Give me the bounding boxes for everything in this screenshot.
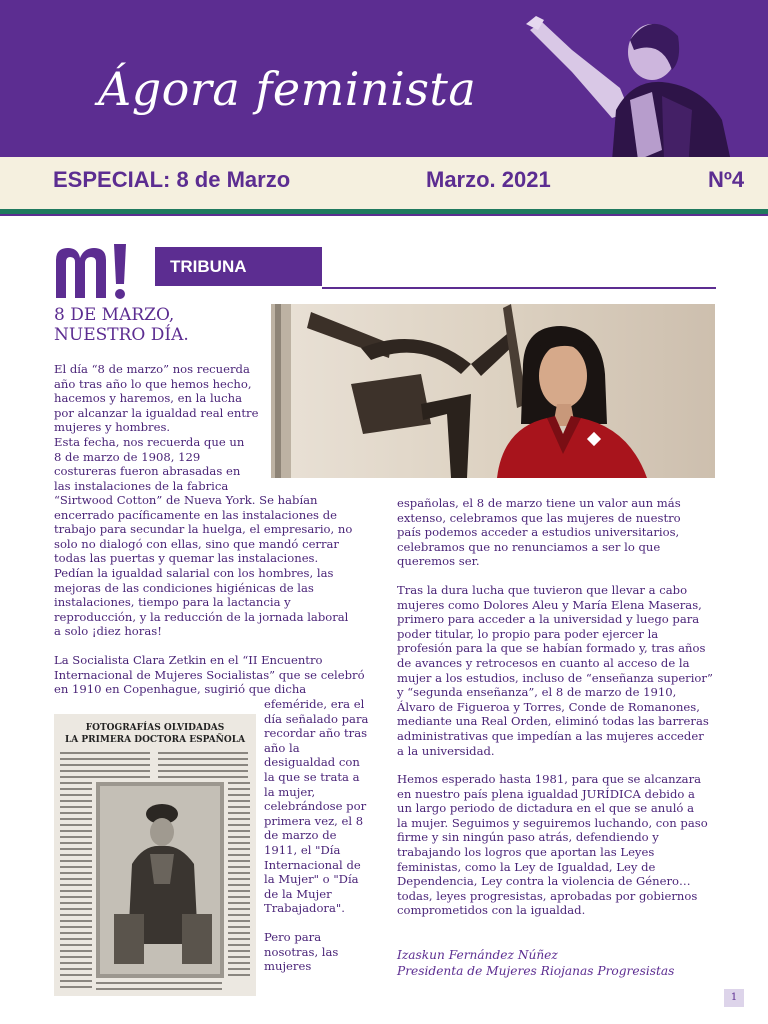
text-line: encerrado pacíficamente en las instalaciones de — [54, 507, 337, 522]
text-line: mujeres como Dolores Aleu y María Elena Maseras, — [397, 597, 702, 612]
author-signature — [397, 948, 674, 979]
text-line: mediante una Real Orden, eliminó todas las barreras — [397, 714, 709, 729]
text-line: 8 de marzo de 1908, 129 — [54, 449, 201, 464]
text-line: españolas, el 8 de marzo tiene un valor aun más — [397, 496, 681, 510]
text-line: celebramos que no renunciamos a ser lo que — [397, 539, 661, 554]
text-line: por alcanzar la igualdad real entre — [54, 405, 259, 420]
text-line: primero para acceder a la universidad y luego para — [397, 612, 700, 627]
text-line: nosotras, las — [264, 944, 339, 959]
text-line: todas las puertas y quemar las instalaciones. — [54, 551, 319, 566]
text-line: mejoras de las condiciones higiénicas de las — [54, 580, 314, 595]
author-photo — [271, 304, 715, 478]
clipping-title-2: LA PRIMERA DOCTORA ESPAÑOLA — [64, 735, 246, 745]
text-line: comprometidos con la igualdad. — [397, 903, 586, 918]
text-line: instalaciones, tiempo para la lactancia y — [54, 595, 291, 610]
text-line: la Mujer" o "Día — [264, 872, 359, 887]
issue-number: Nº4 — [708, 167, 745, 192]
author-role: Presidenta de Mujeres Riojanas Progresistas — [397, 963, 675, 978]
text-line: El día “8 de marzo” nos recuerda — [54, 362, 250, 376]
text-line: Pero para — [264, 929, 322, 944]
text-line: en 1910 en Copenhague, sugirió que dicha — [54, 682, 307, 697]
article-text-history — [54, 493, 376, 697]
text-line: extenso, celebramos que las mujeres de nuestro — [397, 510, 681, 525]
text-line: reproducción, y la reducción de la jornada laboral — [54, 609, 349, 624]
text-line: “Sirtwood Cotton” de Nueva York. Se habían — [54, 493, 318, 507]
text-line: desigualdad con — [264, 755, 360, 770]
text-line: en nuestro país plena igualdad JURÍDICA debido a — [397, 786, 695, 801]
text-line: de la Mujer — [264, 886, 332, 901]
text-line: mujeres y hombres. — [54, 420, 171, 435]
text-line: Internacional de — [264, 857, 361, 872]
text-line: administrativas que impedían a las mujeres acceder — [397, 728, 704, 743]
text-line: solo no dialogó con ellas, sino que mandó cerrar — [54, 536, 339, 551]
text-line: las instalaciones de la fabrica — [54, 478, 229, 493]
text-line: Hemos esperado hasta 1981, para que se alcanzara — [397, 772, 702, 787]
text-line: mujer a los estudios, incluso de “enseñanza superior” — [397, 670, 713, 685]
text-line: país podemos acceder a estudios universitarios, — [397, 525, 680, 540]
article-text-intro — [54, 362, 264, 493]
text-line: a solo ¡diez horas! — [54, 624, 162, 639]
text-line: primera vez, el 8 — [264, 813, 364, 828]
text-line: todas, leyes progresistas, aprobadas por gobiernos — [397, 888, 698, 903]
text-line: queremos ser. — [397, 554, 480, 569]
text-line: Pedían la igualdad salarial con los hombres, las — [54, 565, 334, 580]
text-line: la que se trata a — [264, 769, 360, 784]
text-line: Tras la dura lucha que tuvieron que llevar a cabo — [397, 582, 688, 597]
text-line: la mujer. Seguimos y seguiremos luchando, con paso — [397, 815, 708, 830]
article-text-zetkin — [264, 697, 382, 974]
article-headline — [54, 305, 264, 345]
historical-clipping — [54, 714, 256, 996]
text-line: trabajo para secundar la huelga, el empresario, no — [54, 522, 353, 537]
text-line: año tras año lo que hemos hecho, — [54, 376, 252, 391]
text-line: día señalado para — [264, 711, 369, 726]
text-line: efeméride, era el — [264, 697, 365, 711]
clipping-title-1: FOTOGRAFÍAS OLVIDADAS — [85, 723, 225, 733]
text-line: Internacional de Mujeres Socialistas” que se celebró — [54, 667, 365, 682]
text-line: Dependencia, Ley contra la violencia de Género… — [397, 874, 691, 889]
article-text-right — [397, 496, 717, 918]
text-line: Esta fecha, nos recuerda que un — [54, 434, 245, 449]
section-label: TRIBUNA — [170, 257, 247, 276]
text-line: de marzo de — [264, 828, 337, 843]
text-line: 1911, el "Día — [264, 842, 341, 857]
text-line: mujeres — [264, 959, 312, 974]
text-line: Álvaro de Figueroa y Torres, Conde de Romanones, — [397, 699, 700, 714]
author-name: Izaskun Fernández Núñez — [397, 948, 558, 962]
page-number: 1 — [724, 989, 744, 1007]
text-line: costureras fueron abrasadas en — [54, 464, 241, 479]
divider-purple — [0, 214, 768, 216]
text-line: poder titular, lo propio para poder ejercer la — [397, 626, 659, 641]
section-rule — [322, 287, 716, 289]
text-line: celebrándose por — [264, 799, 367, 814]
text-line: la mujer, — [264, 784, 316, 799]
text-line: La Socialista Clara Zetkin en el “II Encuentro — [54, 652, 323, 667]
mujeres-progresistas-logo — [54, 240, 132, 302]
special-label: ESPECIAL: 8 de Marzo — [53, 167, 291, 192]
headline-line-1: 8 DE MARZO, — [54, 305, 175, 325]
text-line: hacemos y haremos, en la lucha — [54, 391, 243, 406]
text-line: año la — [264, 740, 300, 755]
text-line: feministas, como la Ley de Igualdad, Ley de — [397, 859, 656, 874]
text-line: trabajando los logros que aportan las Leyes — [397, 845, 655, 860]
text-line: Trabajadora". — [264, 901, 345, 916]
text-line: y “segunda enseñanza”, el 8 de marzo de 1910, — [397, 685, 677, 700]
text-line: un largo periodo de dictadura en el que se anuló a — [397, 801, 694, 816]
text-line: de avances y retrocesos en cuanto al acceso de la — [397, 655, 690, 670]
text-line: profesión para la que se habían formado y, tras años — [397, 641, 706, 656]
text-line: a la universidad. — [397, 743, 495, 758]
text-line: firme y sin ningún paso atrás, defendiendo y — [397, 830, 659, 845]
masthead-title: Ágora feminista — [98, 62, 477, 116]
text-line: recordar año tras — [264, 726, 368, 741]
headline-line-2: NUESTRO DÍA. — [54, 325, 189, 345]
issue-date: Marzo. 2021 — [426, 167, 551, 192]
